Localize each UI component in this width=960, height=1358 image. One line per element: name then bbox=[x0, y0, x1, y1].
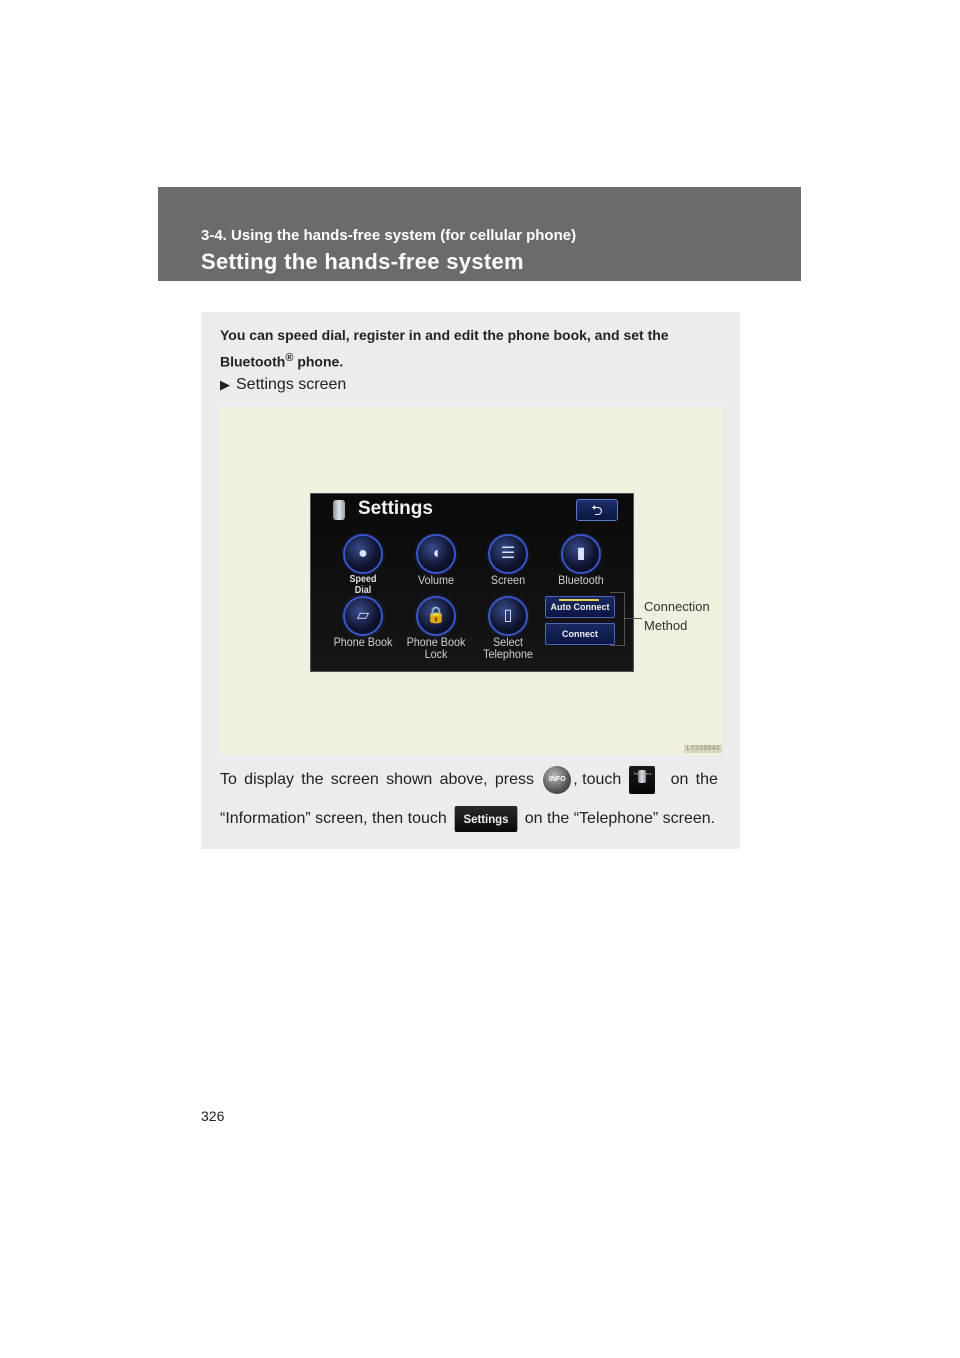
speed-dial-glyph: ● bbox=[358, 545, 368, 562]
chapter-header bbox=[158, 187, 801, 281]
tile-select-telephone[interactable] bbox=[473, 598, 543, 668]
instructions-text: on the “Telephone” screen. bbox=[524, 810, 716, 827]
instructions-line-1 bbox=[220, 760, 718, 799]
auto-connect-label: Auto Connect bbox=[550, 602, 610, 612]
callout-line-2: Method bbox=[644, 618, 688, 633]
connect-label: Connect bbox=[562, 629, 598, 639]
tile-label-line2: Lock bbox=[424, 647, 448, 661]
back-button[interactable]: ⮌ bbox=[576, 499, 618, 521]
telephone-button-icon bbox=[629, 766, 655, 794]
telephone-glyph: ▯ bbox=[503, 607, 513, 624]
word: press bbox=[494, 771, 535, 788]
instructions-text: “Information” screen, then touch bbox=[220, 810, 447, 827]
lock-icon bbox=[418, 598, 454, 634]
tile-phone-book-lock[interactable] bbox=[401, 598, 471, 668]
settings-screen bbox=[310, 493, 634, 672]
tile-label-line1: Select bbox=[492, 635, 524, 649]
callout-bracket bbox=[610, 592, 625, 646]
word: screen bbox=[330, 771, 379, 788]
connect-button[interactable] bbox=[545, 623, 615, 645]
figure-code: LY31G042 bbox=[686, 745, 720, 753]
screen-title: Settings bbox=[358, 498, 433, 519]
tile-screen[interactable] bbox=[473, 536, 543, 606]
word: on bbox=[670, 771, 689, 788]
tile-label bbox=[323, 574, 404, 596]
word: To bbox=[220, 771, 237, 788]
speed-dial-icon bbox=[345, 536, 381, 572]
screen-icon bbox=[490, 536, 526, 572]
registered-mark: ® bbox=[285, 352, 294, 364]
subheading bbox=[220, 376, 346, 394]
volume-glyph: ◖ bbox=[431, 545, 441, 562]
phone-book-glyph: ▱ bbox=[356, 607, 370, 624]
telephone-icon bbox=[490, 598, 526, 634]
tile-volume[interactable] bbox=[401, 536, 471, 606]
intro-line-2 bbox=[220, 347, 720, 374]
tile-label: Phone Book bbox=[333, 635, 393, 649]
tile-phone-book[interactable] bbox=[328, 598, 398, 668]
triangle-bullet-icon: ▶ bbox=[220, 377, 230, 392]
phone-icon bbox=[333, 500, 345, 520]
auto-connect-indicator bbox=[559, 599, 599, 601]
info-button-icon: INFO bbox=[543, 766, 571, 794]
volume-icon bbox=[418, 536, 454, 572]
tile-label-line2: Dial bbox=[354, 585, 372, 596]
settings-button-icon: Settings bbox=[454, 806, 517, 832]
instructions-line-2 bbox=[220, 799, 718, 838]
tile-speed-dial[interactable] bbox=[328, 536, 398, 606]
tile-label: Screen bbox=[490, 573, 526, 587]
tile-label bbox=[396, 636, 477, 660]
section-title: 3-4. Using the hands-free system (for cellular phone) bbox=[201, 227, 577, 244]
phone-book-icon bbox=[345, 598, 381, 634]
word: the bbox=[695, 771, 718, 788]
tile-label-line2: Telephone bbox=[483, 647, 533, 661]
telephone-button-label: Telephone bbox=[633, 770, 652, 776]
callout-line-1: Connection bbox=[644, 599, 710, 614]
subheading-text: Settings screen bbox=[236, 376, 347, 393]
screen-glyph: ☰ bbox=[500, 545, 516, 562]
page-title: Setting the hands-free system bbox=[201, 249, 524, 274]
word: , touch bbox=[573, 771, 622, 788]
word: display bbox=[244, 771, 294, 788]
bluetooth-phone-icon bbox=[563, 536, 599, 572]
settings-figure bbox=[220, 407, 722, 755]
word: above, bbox=[439, 771, 488, 788]
instructions bbox=[220, 760, 718, 838]
lock-glyph: 🔒 bbox=[426, 607, 446, 624]
intro-phone: phone. bbox=[293, 353, 344, 370]
tile-label-line1: Phone Book bbox=[406, 635, 466, 649]
content-panel bbox=[201, 312, 740, 849]
callout-line bbox=[624, 618, 642, 619]
word: the bbox=[301, 771, 324, 788]
page-number: 326 bbox=[201, 1108, 225, 1124]
info-group bbox=[541, 760, 663, 799]
tile-label bbox=[468, 636, 549, 660]
tile-label: Bluetooth bbox=[558, 573, 604, 587]
tile-label: Volume bbox=[417, 573, 455, 587]
tile-label-line1: Speed bbox=[349, 574, 377, 585]
word: shown bbox=[386, 771, 433, 788]
intro-bluetooth: Bluetooth bbox=[220, 353, 286, 370]
intro-text bbox=[220, 324, 720, 374]
intro-line-1: You can speed dial, register in and edit the phone book, and set the bbox=[220, 327, 669, 343]
bluetooth-glyph: ▮ bbox=[576, 545, 586, 562]
auto-connect-button[interactable] bbox=[545, 596, 615, 618]
connection-method-callout bbox=[644, 597, 710, 635]
